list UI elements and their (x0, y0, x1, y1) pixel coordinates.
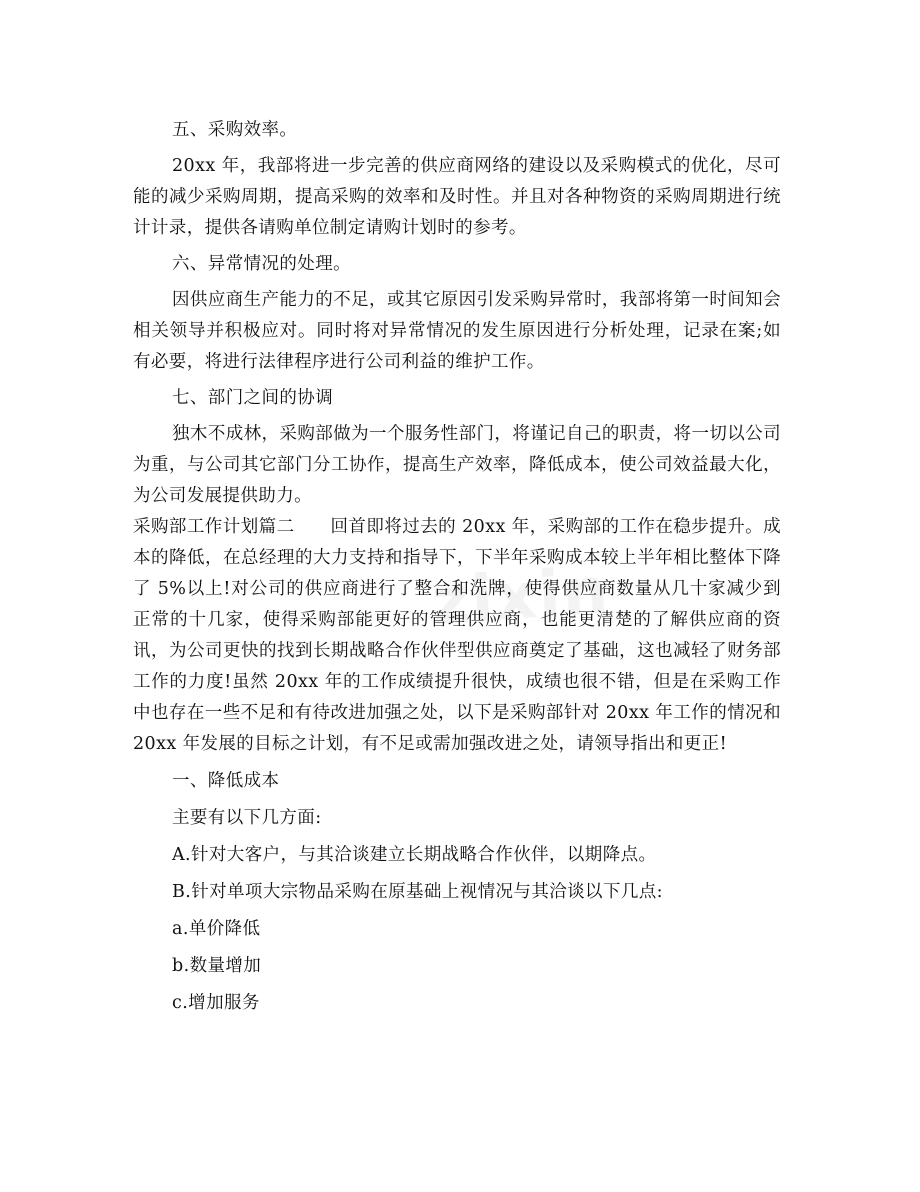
paragraph-plan-two: 采购部工作计划篇二 回首即将过去的 20xx 年，采购部的工作在稳步提升。成本的降低，在总经理的大力支持和指导下，下半年采购成本较上半年相比整体下降了 5%以上!对公司的供应商进行了整合和洗牌，使得供应商数量从几十家减少到正常的十几家，使得采购部能更好的管理供应商，也能更清楚的了解供应商的资讯，为公司更快的找到长期战略合作伙伴型供应商奠定了基础，这也减轻了财务部工作的力度!虽然 20xx 年的工作成绩提升很快，成绩也很不错，但是在采购工作中也存在一些不足和有待改进加强之处，以下是采购部针对 20xx 年工作的情况和 20xx 年发展的目标之计划，有不足或需加强改进之处，请领导指出和更正! (133, 517, 781, 754)
section-heading-coordination: 七、部门之间的协调 (172, 388, 334, 408)
document-body (133, 115, 781, 1019)
paragraph-coordination: 独木不成林，采购部做为一个服务性部门，将谨记自己的职责，将一切以公司为重，与公司其它部门分工协作，提高生产效率，降低成本，使公司效益最大化，为公司发展提供助力。 (133, 424, 781, 506)
list-subitem-b: b.数量增加 (172, 956, 262, 976)
list-item-a: A.针对大客户，与其洽谈建立长期战略合作伙伴，以期降点。 (172, 845, 657, 865)
list-subitem-c: c.增加服务 (172, 993, 260, 1013)
section-heading-cost-reduction: 一、降低成本 (172, 771, 280, 791)
list-subitem-a: a.单价降低 (172, 919, 261, 939)
paragraph-exceptions: 因供应商生产能力的不足，或其它原因引发采购异常时，我部将第一时间知会相关领导并积极应对。同时将对异常情况的发生原因进行分析处理，记录在案;如有必要，将进行法律程序进行公司利益的维护工作。 (133, 290, 781, 372)
section-heading-efficiency: 五、采购效率。 (172, 120, 298, 140)
paragraph-efficiency: 20xx 年，我部将进一步完善的供应商网络的建设以及采购模式的优化，尽可能的减少采购周期，提高采购的效率和及时性。并且对各种物资的采购周期进行统计计录，提供各请购单位制定请购计划时的参考。 (133, 156, 781, 238)
list-intro: 主要有以下几方面: (172, 808, 322, 828)
section-heading-exceptions: 六、异常情况的处理。 (172, 254, 351, 274)
list-item-b: B.针对单项大宗物品采购在原基础上视情况与其洽谈以下几点: (172, 882, 663, 902)
